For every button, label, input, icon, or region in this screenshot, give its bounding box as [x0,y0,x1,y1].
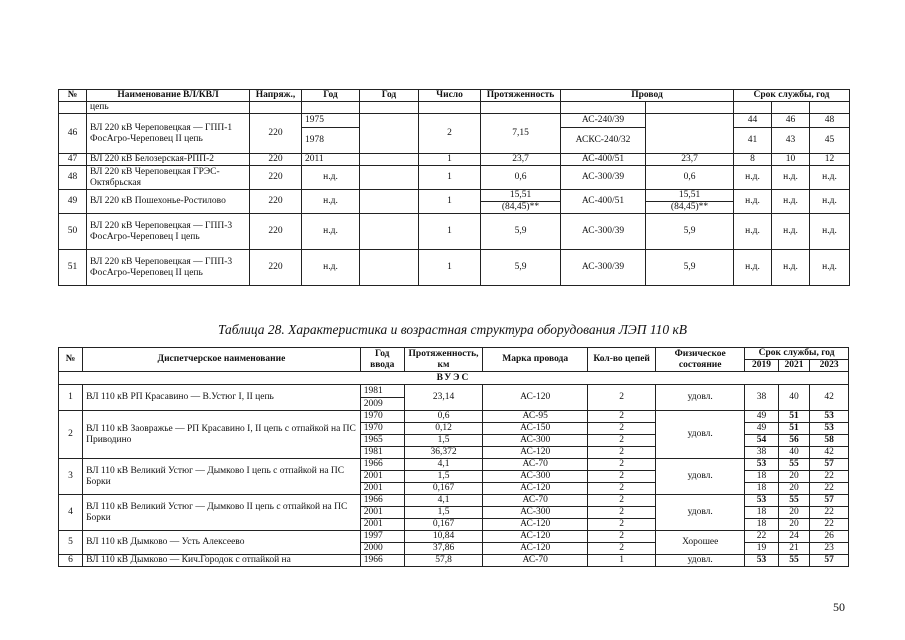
year-cell: 2000 [360,543,404,555]
table-row [59,190,850,202]
table-220kv [58,89,850,286]
table-row [59,459,849,471]
length-cell: 0,167 [404,519,483,531]
count-cell: 2 [588,519,656,531]
service-cell: 49 [745,411,779,423]
length-cell: 1,5 [404,471,483,483]
state-cell: Хорошее [656,531,745,555]
count-cell: 2 [588,385,656,411]
header-cell: Протяженность [481,90,561,102]
state-cell: удовл. [656,495,745,531]
name-cell: ВЛ 220 кВ Череповецкая — ГПП-3 ФосАгро-Череповец I цепь [87,214,250,250]
wire-cell: АС-120 [483,519,588,531]
wire-cell: АС-95 [483,411,588,423]
year-cell: 1966 [360,459,404,471]
service-cell: 57 [810,459,849,471]
table-110kv [58,347,849,567]
service-cell: 40 [778,385,809,411]
year-cell: 1981 [360,385,404,398]
year-cell: 2001 [360,483,404,495]
service-cell: 24 [778,531,809,543]
year-cell: н.д. [302,250,360,286]
year-cell: 1966 [360,555,404,567]
name-cell: ВЛ 110 кВ Великий Устюг — Дымково II цепь с отпайкой на ПС Борки [83,495,361,531]
count-cell: 1 [588,555,656,567]
row-number: 46 [59,114,87,154]
row-number: 50 [59,214,87,250]
header-cell: Марка провода [483,348,588,372]
table-row [59,214,850,250]
count-cell: 2 [588,435,656,447]
header-cell: № [59,348,83,372]
length-cell: 23,7 [481,154,561,166]
state-cell: удовл. [656,411,745,459]
row-number: 6 [59,555,83,567]
length-cell: 7,15 [481,114,561,154]
year-cell: 2011 [302,154,360,166]
table-row [59,555,849,567]
length-cell: 1,5 [404,435,483,447]
length2-cell: (84,45)** [646,202,734,214]
length2-cell: 5,9 [646,214,734,250]
service-cell: 49 [745,423,779,435]
service-cell: 26 [810,531,849,543]
service-cell: 20 [778,507,809,519]
header-cell: Провод [561,90,734,102]
length-cell: 4,1 [404,459,483,471]
service-cell: 55 [778,555,809,567]
table-row [59,531,849,543]
table-row [59,495,849,507]
service-cell: 41 [734,128,772,154]
wire-cell: АС-70 [483,459,588,471]
wire-cell: АС-120 [483,447,588,459]
name-cell: ВЛ 110 кВ Великий Устюг — Дымково I цепь с отпайкой на ПС Борки [83,459,361,495]
year-cell: 2001 [360,519,404,531]
row-number: 49 [59,190,87,214]
service-cell: 55 [778,495,809,507]
length-cell: 36,372 [404,447,483,459]
table-row [59,154,850,166]
voltage-cell: 220 [250,190,302,214]
length-cell: 0,12 [404,423,483,435]
header-cell: 2021 [778,360,809,372]
count-cell: 2 [588,459,656,471]
service-cell: 45 [810,128,850,154]
service-cell: 19 [745,543,779,555]
wire-cell: АС-120 [483,543,588,555]
header-cell: Диспетчерское наименование [83,348,361,372]
name-cell: ВЛ 110 кВ Заовражье — РП Красавино I, II цепь с отпайкой на ПС Приводино [83,411,361,459]
count-cell: 2 [419,114,481,154]
service-cell: 58 [810,435,849,447]
count-cell: 2 [588,411,656,423]
count-cell: 1 [419,166,481,190]
service-cell: н.д. [810,190,850,214]
service-cell: н.д. [810,250,850,286]
header-cell: Срок службы, год [745,348,849,360]
length-cell: 57,8 [404,555,483,567]
header-cell: Год ввода [360,348,404,372]
service-cell: 51 [778,411,809,423]
state-cell: удовл. [656,459,745,495]
service-cell: 22 [745,531,779,543]
service-cell: 10 [772,154,810,166]
service-cell: 8 [734,154,772,166]
service-cell: 22 [810,507,849,519]
wire-cell: АС-300 [483,471,588,483]
row-number: 5 [59,531,83,555]
service-cell: 43 [772,128,810,154]
year-cell: 1970 [360,411,404,423]
service-cell: 38 [745,447,779,459]
service-cell: 42 [810,447,849,459]
count-cell: 2 [588,507,656,519]
year-cell: 2009 [360,398,404,411]
service-cell: 56 [778,435,809,447]
page-number: 50 [833,600,845,614]
service-cell: 48 [810,114,850,128]
service-cell: н.д. [810,214,850,250]
count-cell: 2 [588,447,656,459]
row-number: 4 [59,495,83,531]
count-cell: 1 [419,250,481,286]
service-cell: 44 [734,114,772,128]
length-cell: 15,51 [481,190,561,202]
count-cell: 2 [588,483,656,495]
table-caption: Таблица 28. Характеристика и возрастная структура оборудования ЛЭП 110 кВ [217,322,688,337]
count-cell: 2 [588,495,656,507]
length-cell: 5,9 [481,214,561,250]
row-number: 1 [59,385,83,411]
service-cell: 53 [745,459,779,471]
wire-cell: АС-240/39 [561,114,646,128]
service-cell: н.д. [734,250,772,286]
length2-cell: 15,51 [646,190,734,202]
year-cell: н.д. [302,214,360,250]
service-cell: н.д. [810,166,850,190]
wire-cell: АС-400/51 [561,154,646,166]
service-cell: 20 [778,483,809,495]
voltage-cell: 220 [250,214,302,250]
header-cell: Год [360,90,419,102]
header-cell: Год [302,90,360,102]
wire-cell: АС-300 [483,435,588,447]
service-cell: 18 [745,471,779,483]
header-cell: 2019 [745,360,779,372]
header-cell: Напряж., [250,90,302,102]
service-cell: 54 [745,435,779,447]
service-cell: 57 [810,495,849,507]
table-row [59,102,850,114]
state-cell: удовл. [656,385,745,411]
count-cell: 2 [588,423,656,435]
service-cell: 21 [778,543,809,555]
service-cell: 53 [745,495,779,507]
name-cell: ВЛ 110 кВ Дымково — Кич.Городок с отпайкой на [83,555,361,567]
name-cell: ВЛ 110 кВ РП Красавино — В.Устюг I, II цепь [83,385,361,411]
wire-cell: АС-120 [483,531,588,543]
section-row [59,372,849,385]
voltage-cell: 220 [250,114,302,154]
service-cell: 20 [778,471,809,483]
header-cell: Срок службы, год [734,90,850,102]
header-cell: Число [419,90,481,102]
table-row [59,250,850,286]
year-cell: 1997 [360,531,404,543]
wire-cell: АС-150 [483,423,588,435]
service-cell: н.д. [734,166,772,190]
service-cell: н.д. [734,190,772,214]
state-cell: удовл. [656,555,745,567]
row-number: 51 [59,250,87,286]
voltage-cell: 220 [250,250,302,286]
year-cell: 1966 [360,495,404,507]
length2-cell: 0,6 [646,166,734,190]
row-number: 48 [59,166,87,190]
row-number: 47 [59,154,87,166]
year-cell: 1978 [302,128,360,154]
wire-cell: АС-300/39 [561,250,646,286]
service-cell: 18 [745,483,779,495]
year-cell: 1970 [360,423,404,435]
wire-cell: АС-120 [483,483,588,495]
service-cell: 18 [745,507,779,519]
length-cell: 10,84 [404,531,483,543]
count-cell: 1 [419,154,481,166]
name-cell: ВЛ 220 кВ Белозерская-РПП-2 [87,154,250,166]
count-cell: 2 [588,543,656,555]
year-cell: н.д. [302,166,360,190]
name-cell: ВЛ 220 кВ Пошехонье-Ростилово [87,190,250,214]
service-cell: 40 [778,447,809,459]
service-cell: 57 [810,555,849,567]
name-cell: ВЛ 110 кВ Дымково — Усть Алексеево [83,531,361,555]
service-cell: н.д. [734,214,772,250]
service-cell: 22 [810,519,849,531]
row-number: 3 [59,459,83,495]
name-cell: ВЛ 220 кВ Череповецкая — ГПП-1 ФосАгро-Череповец II цепь [87,114,250,154]
table-header-row [59,90,850,102]
header-cell: Физическое состояние [656,348,745,372]
name-cell: ВЛ 220 кВ Череповецкая ГРЭС-Октябрьская [87,166,250,190]
table-row [59,385,849,398]
length-cell: 0,6 [481,166,561,190]
service-cell: 22 [810,483,849,495]
length-cell: 0,6 [404,411,483,423]
table-row [59,114,850,128]
length2-cell: 23,7 [646,154,734,166]
service-cell: 51 [778,423,809,435]
wire-cell: АС-300 [483,507,588,519]
table-row [59,166,850,190]
wire-cell: АС-70 [483,555,588,567]
name-cell: цепь [87,102,250,114]
year-cell: 2001 [360,471,404,483]
service-cell: 53 [745,555,779,567]
service-cell: н.д. [772,166,810,190]
header-cell: Кол-во цепей [588,348,656,372]
length-cell: 37,86 [404,543,483,555]
count-cell: 2 [588,531,656,543]
year-cell: 2001 [360,507,404,519]
service-cell: 46 [772,114,810,128]
name-cell: ВЛ 220 кВ Череповецкая — ГПП-3 ФосАгро-Череповец II цепь [87,250,250,286]
service-cell: 53 [810,411,849,423]
length-cell: (84,45)** [481,202,561,214]
service-cell: 38 [745,385,779,411]
wire-cell: АСКС-240/32 [561,128,646,154]
service-cell: н.д. [772,250,810,286]
service-cell: н.д. [772,190,810,214]
header-cell: Протяженность, км [404,348,483,372]
service-cell: 22 [810,471,849,483]
header-cell: № [59,90,87,102]
voltage-cell: 220 [250,154,302,166]
count-cell: 1 [419,190,481,214]
year-cell: 1965 [360,435,404,447]
count-cell: 2 [588,471,656,483]
service-cell: н.д. [772,214,810,250]
service-cell: 23 [810,543,849,555]
header-cell: Наименование ВЛ/КВЛ [87,90,250,102]
year-cell: н.д. [302,190,360,214]
length-cell: 5,9 [481,250,561,286]
length-cell: 1,5 [404,507,483,519]
length2-cell: 5,9 [646,250,734,286]
length-cell: 0,167 [404,483,483,495]
year-cell: 1975 [302,114,360,128]
service-cell: 42 [810,385,849,411]
table-header-row [59,348,849,360]
table-row [59,411,849,423]
service-cell: 55 [778,459,809,471]
wire-cell: АС-300/39 [561,214,646,250]
length-cell: 4,1 [404,495,483,507]
wire-cell: АС-300/39 [561,166,646,190]
length-cell: 23,14 [404,385,483,411]
voltage-cell: 220 [250,166,302,190]
row-number: 2 [59,411,83,459]
section-title: ВУЭС [59,372,849,385]
service-cell: 18 [745,519,779,531]
wire-cell: АС-120 [483,385,588,411]
count-cell: 1 [419,214,481,250]
wire-cell: АС-70 [483,495,588,507]
service-cell: 12 [810,154,850,166]
year-cell: 1981 [360,447,404,459]
service-cell: 53 [810,423,849,435]
wire-cell: АС-400/51 [561,190,646,214]
service-cell: 20 [778,519,809,531]
header-cell: 2023 [810,360,849,372]
